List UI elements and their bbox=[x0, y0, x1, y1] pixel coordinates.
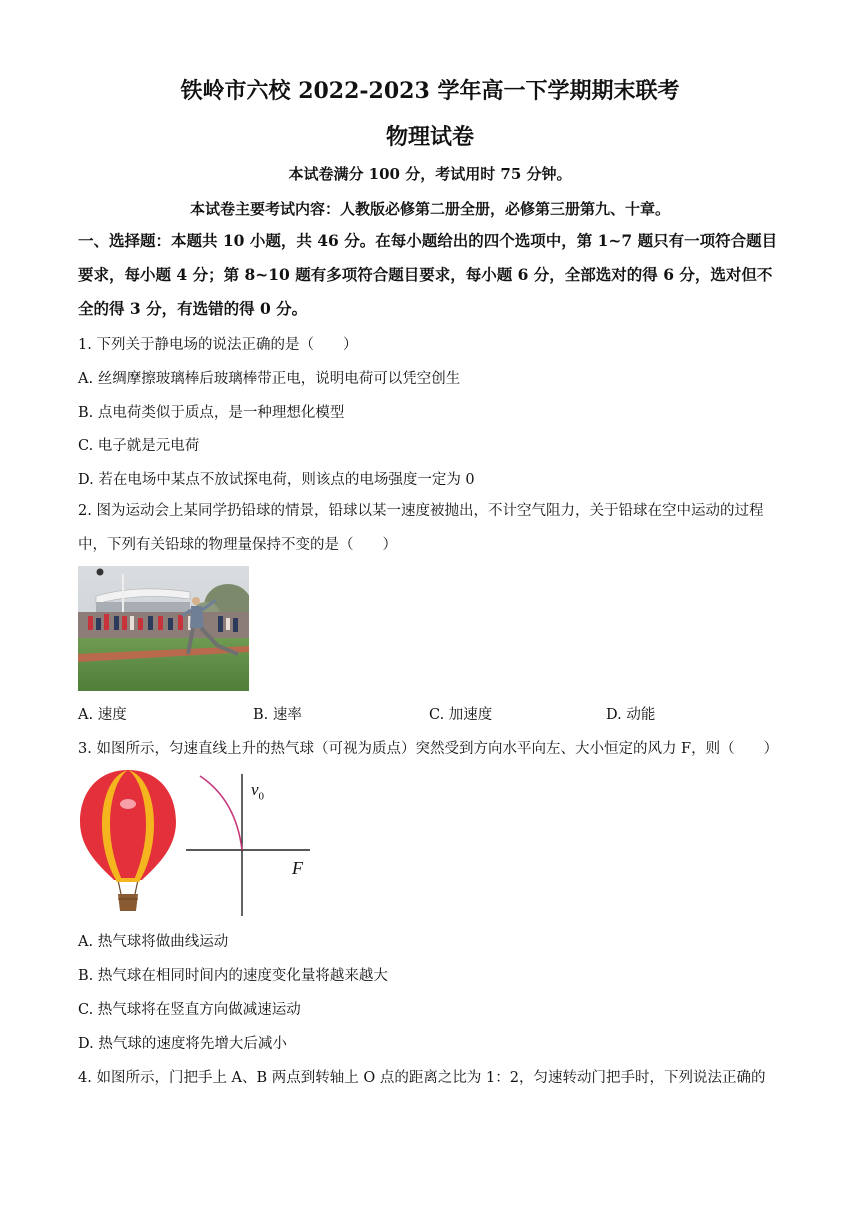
exam-subtitle: 物理试卷 bbox=[385, 124, 474, 150]
exam-info-scope: 本试卷主要考试内容：人教版必修第二册全册，必修第三册第九、十章。 bbox=[189, 200, 670, 218]
exam-title: 铁岭市六校 2022-2023 学年高一下学期期末联考 bbox=[180, 78, 680, 104]
v-subscript: 0 bbox=[258, 790, 265, 803]
q1-option-b: B. 点电荷类似于质点，是一种理想化模型 bbox=[78, 405, 345, 421]
q3-option-c: C. 热气球将在竖直方向做减速运动 bbox=[78, 1002, 301, 1018]
q2-option-a: A. 速度 bbox=[78, 707, 127, 723]
q2-option-c: C. 加速度 bbox=[429, 707, 493, 723]
q1-option-c: C. 电子就是元电荷 bbox=[78, 438, 200, 454]
q1-stem: 1. 下列关于静电场的说法正确的是（ ） bbox=[78, 337, 358, 353]
q3-option-d: D. 热气球的速度将先增大后减小 bbox=[78, 1036, 287, 1052]
hot-air-balloon-figure bbox=[78, 766, 178, 916]
v0-label bbox=[251, 780, 264, 802]
q2-option-b: B. 速率 bbox=[253, 707, 302, 723]
shot-put-photo bbox=[78, 566, 249, 691]
q3-stem: 3. 如图所示，匀速直线上升的热气球（可视为质点）突然受到方向水平向左、大小恒定的风力 F，则（ ） bbox=[78, 741, 779, 757]
exam-info-score: 本试卷满分 100 分，考试用时 75 分钟。 bbox=[288, 165, 572, 183]
section-heading: 一、选择题：本题共 10 小题，共 46 分。在每小题给出的四个选项中，第 1~7 题只有一项符合题目要求，每小题 4 分；第 8~10 题有多项符合题目要求，每小题 6 分，全部选对的得 6 分，选对但不全的得 3 分，有选错的得 0 分。 bbox=[78, 231, 778, 318]
q3-option-b: B. 热气球在相同时间内的速度变化量将越来越大 bbox=[78, 968, 388, 984]
v-symbol: v bbox=[251, 780, 259, 799]
q2-stem: 2. 图为运动会上某同学扔铅球的情景，铅球以某一速度被抛出，不计空气阻力，关于铅球在空中运动的过程中，下列有关铅球的物理量保持不变的是（ ） bbox=[78, 503, 764, 553]
q1-option-d: D. 若在电场中某点不放试探电荷，则该点的电场强度一定为 0 bbox=[78, 472, 475, 488]
q2-option-d: D. 动能 bbox=[606, 707, 656, 723]
q4-stem: 4. 如图所示，门把手上 A、B 两点到转轴上 O 点的距离之比为 1：2，匀速转动门把手时，下列说法正确的 bbox=[78, 1070, 766, 1086]
q3-option-a: A. 热气球将做曲线运动 bbox=[78, 934, 229, 950]
q1-option-a: A. 丝绸摩擦玻璃棒后玻璃棒带正电，说明电荷可以凭空创生 bbox=[78, 371, 461, 387]
f-label: F bbox=[292, 858, 303, 878]
